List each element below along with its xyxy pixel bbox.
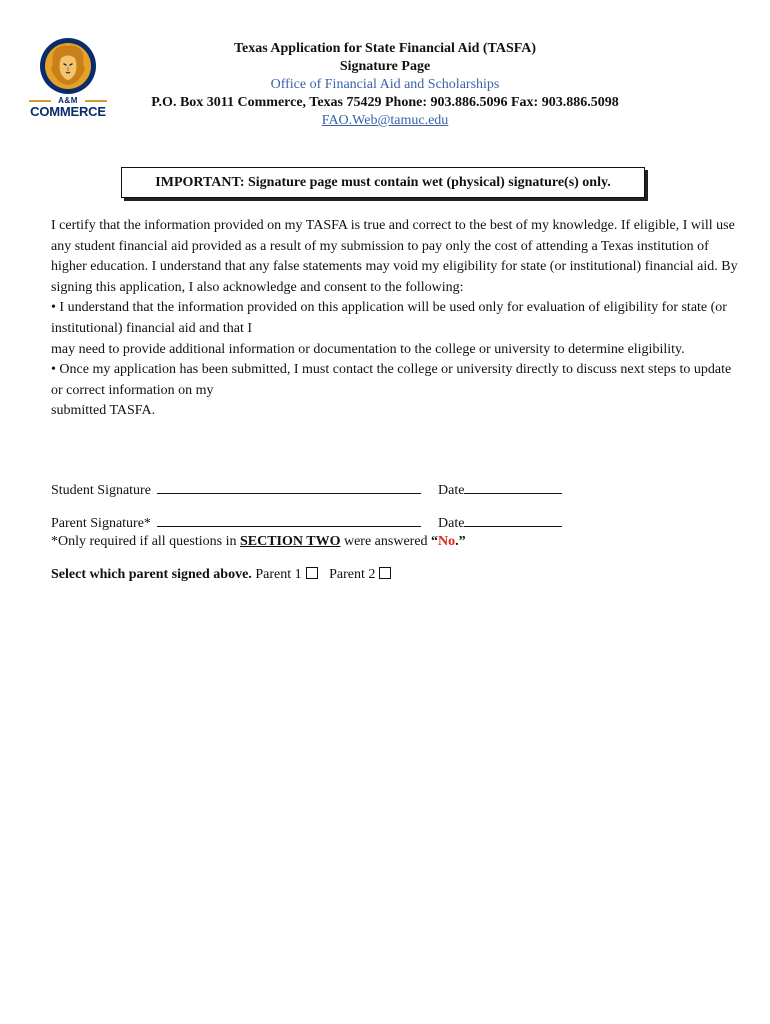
logo-divider-right (85, 100, 107, 102)
parent-signature-row (51, 514, 571, 533)
parent1-checkbox[interactable] (306, 567, 318, 579)
bullet-contact-college: • Once my application has been submitted, I must contact the college or university directly to discuss next steps to update or correct information on my (51, 362, 732, 398)
footnote-answer (431, 534, 466, 549)
parent-select-prompt: Select which parent signed above. (51, 567, 252, 582)
section-two-reference: SECTION TWO (239, 534, 341, 549)
important-notice-box (121, 167, 645, 198)
parent1-label: Parent 1 (255, 567, 302, 582)
parent2-label: Parent 2 (329, 567, 376, 582)
student-signature-label: Student Signature (51, 483, 151, 498)
answer-no: No (438, 534, 456, 549)
student-date-label: Date (438, 483, 465, 498)
parent-date-label: Date (438, 516, 465, 531)
bullet-contact-college-cont: submitted TASFA. (51, 403, 156, 419)
student-date-line[interactable] (464, 481, 562, 494)
footnote-mid: were answered (343, 534, 428, 549)
student-signature-line[interactable] (157, 481, 421, 494)
parent-signature-footnote (51, 533, 466, 551)
office-email-link[interactable]: FAO.Web@tamuc.edu (321, 113, 449, 128)
parent-signature-label: Parent Signature* (51, 516, 151, 531)
document-header (110, 40, 660, 130)
parent-date-group (438, 514, 562, 533)
bullet-eligibility-cont: may need to provide additional information or documentation to the college or university to determine eligibility. (51, 341, 685, 357)
lion-emblem-icon (25, 36, 111, 98)
parent2-checkbox[interactable] (379, 567, 391, 579)
certification-paragraph: I certify that the information provided on my TASFA is true and correct to the best of my knowledge. If eligible, I will use any student financial aid provided as a result of my submission to pay only the cost of attending a Texas institution of higher education. I understand that any false statements may void my eligibility for state (or institutional) financial aid. By signing this application, I also acknowledge and consent to the following: (51, 218, 738, 295)
logo-commerce-text: COMMERCE (30, 104, 106, 119)
student-date-group (438, 481, 562, 500)
university-logo (25, 36, 111, 122)
certification-text (51, 216, 741, 422)
parent-signature-line[interactable] (157, 514, 421, 527)
parent-select-row (51, 566, 391, 584)
important-notice-text: IMPORTANT: Signature page must contain wet (physical) signature(s) only. (155, 174, 611, 190)
footnote-prefix: *Only required if all questions in (51, 534, 237, 549)
close-quote: .” (455, 534, 466, 549)
office-address: P.O. Box 3011 Commerce, Texas 75429 Phone: 903.886.5096 Fax: 903.886.5098 (151, 95, 619, 110)
document-subtitle: Signature Page (339, 59, 431, 74)
open-quote: “ (431, 534, 439, 549)
office-name: Office of Financial Aid and Scholarships (270, 77, 500, 92)
student-signature-row (51, 481, 571, 500)
parent-date-line[interactable] (464, 514, 562, 527)
logo-am-text: A&M (58, 96, 78, 105)
document-title: Texas Application for State Financial Aid (TASFA) (233, 41, 537, 56)
bullet-eligibility: • I understand that the information provided on this application will be used only for evaluation of eligibility for state (or institutional) financial aid and that I (51, 300, 727, 336)
